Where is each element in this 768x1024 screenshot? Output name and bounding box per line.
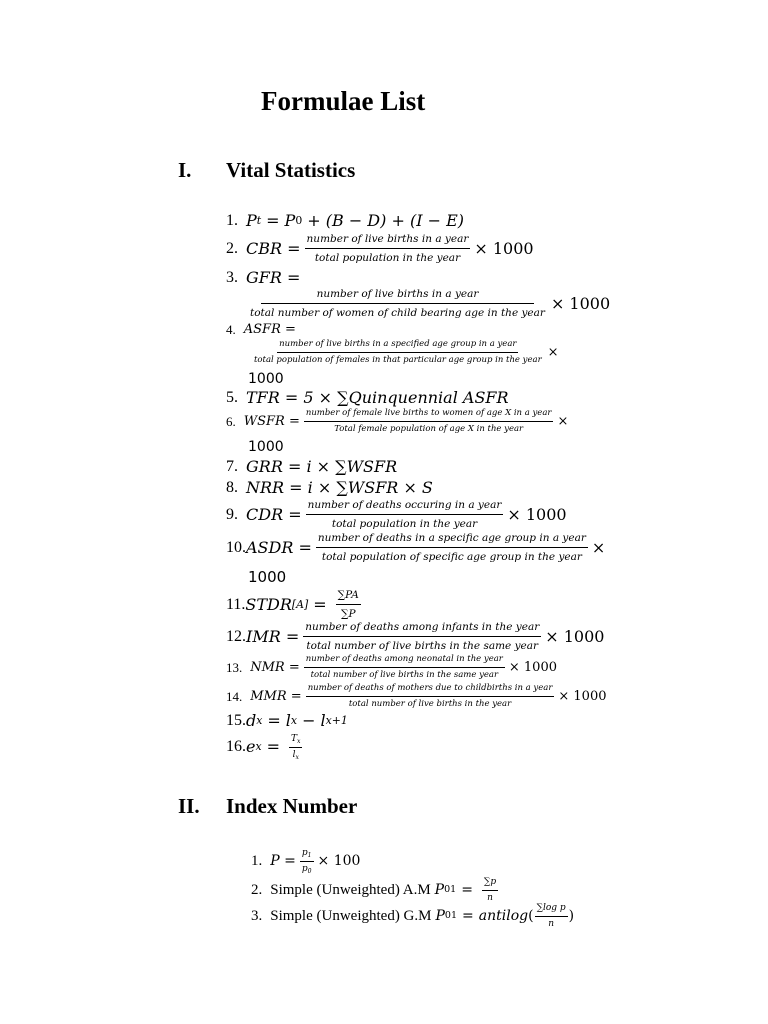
formula-rest: + (B − D) + (I − E) [307,211,465,230]
formula-2 [226,232,534,265]
formula-7 [226,459,397,475]
formula-rhs: WSFR [346,457,398,476]
denominator [291,748,301,761]
formula-10 [226,531,605,564]
index-formula-3: 3. Simple (Unweighted) G.M P 01 = antilog ( $\frac{\text{∑log p}}{n}$ ) [251,903,575,929]
formula-term: l [285,711,291,730]
formula-number: 7. [226,458,238,475]
formula-lhs: CBR = [246,238,301,258]
numerator: number of deaths in a specific age group in a year [316,531,588,548]
numerator: ∑log p [535,903,568,917]
formula-operator: = [266,211,280,230]
formula-number: 6. [226,414,236,430]
formula-lhs: GRR = i × ∑ [246,457,347,476]
denominator: total number of women of child bearing age in the year [250,307,545,320]
numerator: ∑p [482,877,498,891]
fraction [289,734,302,761]
formula-lhs: ASDR = [246,537,312,557]
numerator: number of live births in a year [305,232,471,249]
formula-lhs: WSFR = [243,414,300,430]
formula-lhs: IMR = [246,626,300,646]
fraction [305,232,471,265]
multiplier: × 1000 [508,660,557,676]
formula-operator: = [267,711,281,730]
multiplier: × 1000 [474,238,534,258]
denominator-subscript: 0 [307,867,312,875]
page-title: Formulae List [261,86,426,116]
formula-lhs: MMR = [250,689,302,705]
fraction [248,287,547,320]
close-paren: ) [568,908,575,925]
formula-lhs: P [434,882,445,899]
formula-lhs: d [246,711,257,730]
denominator-text: p [301,863,308,874]
denominator-text: l [292,749,296,760]
formula-6 [226,408,568,436]
denominator [300,862,314,875]
formula-lhs: TFR = 5 × ∑ [246,388,349,407]
formula-number: 10. [226,538,246,556]
denominator: total number of live births in the year [348,699,512,710]
section-title: Index Number [226,794,358,818]
formula-lhs: ASFR = [243,322,296,337]
denominator: total population in the year [331,518,478,531]
formula-operator: = [462,908,474,925]
formula-number: 1. [251,852,263,869]
formula-rhs: Quinquennial ASFR [348,388,509,407]
formula-3-body [244,287,610,320]
fraction [306,683,555,711]
multiplier: × 1000 [507,504,567,524]
formula-number: 15. [226,712,246,729]
formula-lhs: P = [270,853,296,870]
numerator: number of live births in a specified age group in a year [277,339,518,353]
formula-4-body [248,339,559,367]
index-formula-1 [251,848,360,875]
formula-13 [226,654,557,682]
multiplier: × 1000 [550,293,611,313]
formula-9 [226,498,567,531]
formula-term: l [320,711,326,730]
formula-3 [226,270,300,286]
formula-11: 11. STDR [A] = $\frac{\sum PA}{\sum P}$ [226,589,359,621]
formula-lhs: e [246,737,256,757]
multiplier: × [557,414,569,430]
formula-number: 4. [226,322,236,337]
formula-label: Simple (Unweighted) A.M [270,881,431,898]
numerator-subscript: x [297,738,301,746]
denominator-subscript: x [295,753,299,761]
formula-5 [226,390,509,406]
formula-6-continuation: 1000 [248,439,284,455]
formula-16: 16. e x = $\frac{T_x}{l_x}$ [226,734,301,761]
denominator: n [487,892,493,903]
formula-15: 15. d x = l x − l x+1 [226,711,348,730]
numerator-text: p [301,848,308,858]
formula-4 [226,323,296,336]
formula-number: 3. [251,907,263,924]
formula-rhs: P [284,211,296,230]
numerator-text: T [291,734,298,744]
fraction [306,498,504,531]
index-formula-2: 2. Simple (Unweighted) A.M P 01 = $\frac{\sum p}{n}$ [251,877,497,903]
numerator [300,848,314,862]
formula-lhs: NRR = i × ∑ [246,478,348,497]
formula-operator: − [302,711,316,730]
formula-number: 5. [226,389,238,406]
formula-number: 14. [226,689,243,705]
formula-lhs: CDR = [246,504,302,524]
formula-lhs: P [435,908,445,925]
fraction [535,903,568,930]
multiplier: × [591,537,606,557]
fraction [336,588,361,621]
multiplier: × 1000 [545,626,605,646]
formula-number: 2. [226,239,238,257]
formula-number: 11. [226,595,246,613]
formula-lhs: P [246,211,257,230]
formula-rhs: WSFR × S [347,478,433,497]
formula-number: 1. [226,212,238,229]
denominator: Total female population of age X in the year [334,424,524,435]
fraction [316,531,588,564]
formula-12 [226,620,604,653]
formula-number: 12. [226,627,246,645]
formula-label: Simple (Unweighted) G.M [270,907,432,924]
multiplier: × 1000 [558,689,607,705]
formula-number: 9. [226,505,238,523]
fraction [300,848,314,875]
open-paren: ( [528,908,534,925]
numerator-subscript: 1 [307,852,312,860]
formula-14 [226,683,607,711]
formula-number: 2. [251,881,263,898]
section-title: Vital Statistics [226,158,356,182]
numerator [289,734,302,748]
formula-lhs: GFR = [246,268,301,287]
multiplier: × 100 [317,853,361,870]
formula-number: 16. [226,738,246,756]
section-heading-index-number [178,794,357,819]
section-number: II. [178,794,200,818]
numerator: ∑PA [336,588,361,605]
fraction [303,620,541,653]
formula-10-continuation: 1000 [248,568,287,586]
denominator: total population in the year [314,252,461,265]
multiplier: × [547,345,559,361]
formula-number: 8. [226,479,238,496]
formula-number: 3. [226,269,238,286]
fraction [304,654,505,682]
denominator: total number of live births in the same year [306,640,539,653]
denominator: total population of females in that particular age group in the year [254,355,542,366]
formula-operator: = [313,594,327,614]
numerator: number of deaths of mothers due to childbirths in a year [306,683,555,697]
formula-operator: = [266,737,281,757]
function-name: antilog [478,908,529,925]
denominator: ∑P [340,608,356,621]
formula-1: 1. P t = P 0 + (B − D) + (I − E) [226,211,465,230]
numerator: number of live births in a year [261,287,535,304]
formula-8 [226,480,433,496]
fraction [304,408,554,436]
denominator: total number of live births in the same year [310,670,499,681]
formula-number: 13. [226,660,243,676]
fraction [482,877,498,904]
numerator: number of deaths among infants in the year [303,620,541,637]
formula-lhs: STDR [245,594,292,614]
denominator: n [548,918,555,929]
denominator: total population of specific age group in the year [321,551,582,564]
formula-operator: = [461,882,473,899]
section-heading-vital-statistics [178,158,355,183]
formula-4-continuation: 1000 [248,371,284,387]
fraction [252,339,544,367]
numerator: number of deaths among neonatal in the year [304,654,505,668]
numerator: number of deaths occuring in a year [306,498,504,515]
section-number: I. [178,158,192,182]
formula-lhs: NMR = [250,660,300,676]
numerator: number of female live births to women of age X in a year [304,408,554,422]
